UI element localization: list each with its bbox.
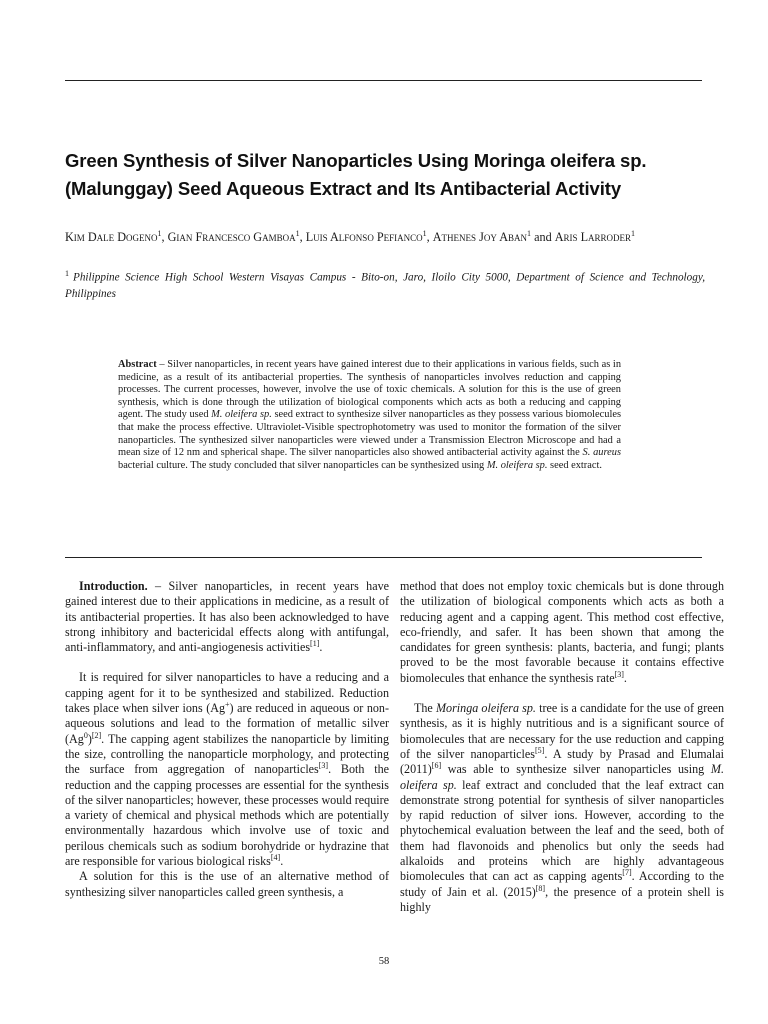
- affiliation: [65, 266, 705, 302]
- author-name: Kim Dale Dogeno: [65, 230, 158, 244]
- body-paragraph: A solution for this is the use of an alternative method of synthesizing silver nanoparticles called green synthesis, a: [65, 869, 389, 899]
- citation: [6]: [431, 761, 442, 771]
- title-line-2: (Malunggay) Seed Aqueous Extract and Its Antibacterial Activity: [65, 178, 622, 199]
- author-name: Luis Alfonso Pefianco: [305, 230, 423, 244]
- title-line-1: Green Synthesis of Silver Nanoparticles Using Moringa oleifera sp.: [65, 150, 647, 171]
- citation: [5]: [534, 745, 545, 755]
- top-rule: [65, 80, 702, 81]
- citation: [7]: [622, 868, 632, 878]
- right-column: [400, 579, 724, 915]
- author-name: Aris Larroder: [554, 230, 632, 244]
- citation: [3]: [614, 669, 624, 679]
- author-list: Kim Dale Dogeno$^1$, Gian Francesco Gamboa$^1$, Luis Alfonso Pefianco$^1$, Athenes Joy Aban$^1$ and Aris Larroder$^1$: [65, 228, 636, 244]
- authors-connector: and: [534, 230, 552, 244]
- body-paragraph: The Moringa oleifera sp. tree is a candidate for the use of green synthesis, as it is highly nutritious and is a significant source of biomolecules that are necessary for the use reduction and capping of the silver nanoparticles[5]. A study by Prasad and Elumalai (2011)[6] was able to synthesize silver nanoparticles using M. oleifera sp. leaf extract and concluded that the leaf extract can demonstrate strong potential for synthesis of silver nanoparticles by rapid reduction of silver ions. However, according to the phytochemical evaluation between the leaf and the seed, both of them had flavonoids and phenolics but only the seeds had alkaloids and proteins which are highly advantageous biomolecules that can act as capping agents[7]. According to the study of Jain et al. (2015)[8], the presence of a protein shell is highly: [400, 701, 725, 914]
- intro-heading: Introduction.: [79, 579, 148, 593]
- body-paragraph: method that does not employ toxic chemicals but is done through the utilization of biological components which acts as both a reducing agent and a capping agent. This method cost effective, eco-friendly, and safer. It has been shown that among the candidates for green synthesis: plants, bacteria, and fungi; plants proved to be the most favorable because it contains effective biomolecules that enhance the synthesis rate[3].: [400, 579, 724, 685]
- author-name: Gian Francesco Gamboa: [167, 230, 296, 244]
- citation: [4]: [270, 853, 281, 863]
- citation: [8]: [535, 883, 546, 893]
- abstract: Abstract – Silver nanoparticles, in recent years have gained interest due to their applications in various fields, such as in medicine, as a result of its antibacterial properties. The synthesis of nanoparticles involves reduction and capping processes. The current processes, however, involve the use of toxic chemicals. A solution for this is the use of green synthesis, which is done through the utilization of biological components which acts as both a reducing and capping agent. The study used M. oleifera sp. seed extract to synthesize silver nanoparticles as they possess various biomolecules that make the process effective. Ultraviolet-Visible spectrophotometry was used to monitor the formation of the silver nanoparticles. The synthesized silver nanoparticles were viewed under a Transmission Electron Microscope and had a mean size of 12 nm and spherical shape. The silver nanoparticles also showed antibacterial activity against the S. aureus bacterial culture. The study concluded that silver nanoparticles can be synthesized using M. oleifera sp. seed extract.: [118, 359, 622, 471]
- affiliation-mark: 1: [65, 269, 69, 278]
- abstract-label: Abstract: [118, 359, 157, 370]
- paper-title: [65, 147, 725, 203]
- left-column: [65, 579, 389, 900]
- intro-paragraph: Introduction. – Silver nanoparticles, in recent years have gained interest due to their applications in medicine, as a result of its antibacterial properties. It has also been acknowledged to have strong inhibitory and bactericidal effects along with antifungal, anti-inflammatory, and anti-angiogenesis activities[1].: [65, 579, 390, 655]
- citation: [1]: [310, 639, 320, 649]
- section-rule: [65, 557, 702, 558]
- citation: [3]: [318, 761, 329, 771]
- body-paragraph: It is required for silver nanoparticles to have a reducing and a capping agent for it to be synthesized and stabilized. Reduction takes place when silver ions (Ag+) are reduced in aqueous or non-aqueous solutions and lead to the formation of metallic silver (Ag$^0$)[2]. The capping agent stabilizes the nanoparticle by limiting the size, controlling the nanoparticle morphology, and protecting the surface from aggregation of nanoparticles[3]. Both the reduction and the capping processes are essential for the synthesis of the silver nanoparticles; however, these processes would require a variety of chemical and physical methods which are potentially environmentally hazardous which involve use of toxic and perilous chemicals such as sodium borohydride or hydrazine that are responsible for various biological risks[4].: [65, 670, 390, 869]
- author-name: Athenes Joy Aban: [432, 230, 528, 244]
- page-number: 58: [378, 956, 390, 967]
- affiliation-text: Philippine Science High School Western Visayas Campus - Bito-on, Jaro, Iloilo City 5000, Department of Science and Technology, Philippines: [65, 271, 705, 300]
- citation: [2]: [91, 730, 102, 740]
